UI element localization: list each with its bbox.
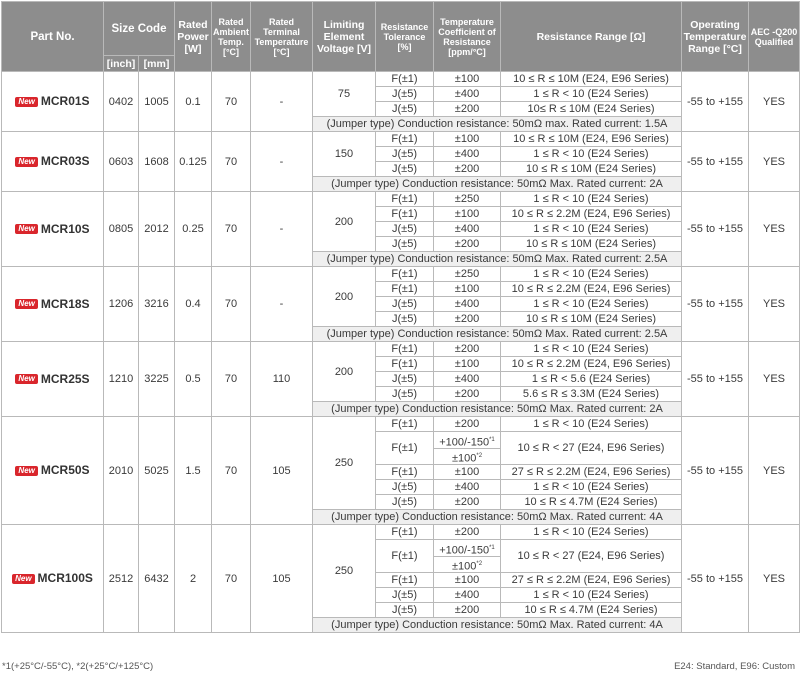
resistance-range: 1 ≤ R < 10 (E24 Series) [501,342,682,357]
header-tcr: Temperature Coefficient of Resistance [ppm/°C] [434,2,501,72]
table-row [2,132,800,147]
limiting-voltage: 75 [313,72,376,117]
tolerance: J(±5) [376,162,434,177]
part-number: MCR03S [40,154,90,169]
tcr-value: ±200 [434,417,501,432]
tcr-text: ±100 [451,560,477,573]
header-size-code: Size Code [104,2,175,56]
tcr-value: ±400 [434,87,501,102]
rated-terminal-temp: - [251,132,313,192]
resistance-range: 1 ≤ R < 10 (E24 Series) [501,87,682,102]
rated-ambient-temp: 70 [212,192,251,267]
rated-terminal-temp: 105 [251,525,313,633]
tolerance: J(±5) [376,87,434,102]
part-number-cell [2,342,104,417]
resistance-range: 10 ≤ R ≤ 4.7M (E24 Series) [501,603,682,618]
part-number: MCR100S [37,571,93,586]
tolerance: J(±5) [376,102,434,117]
rated-power: 1.5 [175,417,212,525]
resistance-range: 10 ≤ R ≤ 10M (E24 Series) [501,237,682,252]
tcr-value: ±200 [434,495,501,510]
tolerance: F(±1) [376,132,434,147]
tcr-value [434,540,500,556]
rated-power: 0.1 [175,72,212,132]
resistance-range: 1 ≤ R < 10 (E24 Series) [501,267,682,282]
tolerance: F(±1) [376,267,434,282]
jumper-spec: (Jumper type) Conduction resistance: 50mΩ max. Rated current: 1.5A [313,117,682,132]
operating-temp: -55 to +155 [682,132,749,192]
resistance-range: 1 ≤ R < 10 (E24 Series) [501,525,682,540]
footnote-tcr-conditions: *1(+25°C/-55°C), *2(+25°C/+125°C) [2,661,154,672]
aec-q200: YES [749,192,800,267]
tcr-value: ±100 [434,465,501,480]
size-inch: 1206 [104,267,139,342]
size-inch: 0603 [104,132,139,192]
new-badge: New [12,574,34,584]
jumper-spec: (Jumper type) Conduction resistance: 50mΩ Max. Rated current: 2.5A [313,252,682,267]
header-size-mm: [mm] [139,56,175,72]
part-number-cell [2,525,104,633]
tolerance: J(±5) [376,603,434,618]
tcr-value: ±400 [434,147,501,162]
resistance-range: 27 ≤ R ≤ 2.2M (E24, E96 Series) [501,465,682,480]
new-badge: New [15,224,37,234]
new-badge: New [15,466,37,476]
table-row [2,525,800,540]
limiting-voltage: 200 [313,267,376,327]
resistance-range: 1 ≤ R < 10 (E24 Series) [501,480,682,495]
header-size-inch: [inch] [104,56,139,72]
rated-ambient-temp: 70 [212,132,251,192]
header-part-no: Part No. [2,2,104,72]
resistance-range: 1 ≤ R < 10 (E24 Series) [501,192,682,207]
tcr-value [434,556,500,572]
resistance-range: 10 ≤ R ≤ 2.2M (E24, E96 Series) [501,357,682,372]
rated-ambient-temp: 70 [212,525,251,633]
header-operating-temp: Operating Temperature Range [°C] [682,2,749,72]
tcr-value [434,448,500,464]
header-limiting-voltage: Limiting Element Voltage [V] [313,2,376,72]
new-badge: New [15,157,37,167]
tcr-text: ±100 [451,452,477,465]
limiting-voltage: 200 [313,342,376,402]
resistance-range: 10 ≤ R ≤ 10M (E24 Series) [501,312,682,327]
footnote-mark: *2 [476,561,483,567]
aec-q200: YES [749,267,800,342]
footnote-mark: *1 [489,545,495,551]
rated-ambient-temp: 70 [212,72,251,132]
rated-terminal-temp: - [251,267,313,342]
rated-power: 0.125 [175,132,212,192]
tcr-split [434,540,501,573]
jumper-spec: (Jumper type) Conduction resistance: 50mΩ Max. Rated current: 4A [313,510,682,525]
resistance-range: 1 ≤ R < 10 (E24 Series) [501,297,682,312]
tolerance: J(±5) [376,495,434,510]
tcr-value: ±400 [434,588,501,603]
limiting-voltage: 200 [313,192,376,252]
spec-table-body [2,72,800,633]
tcr-text: +100/-150 [439,544,490,557]
limiting-voltage: 250 [313,525,376,618]
resistance-range: 1 ≤ R < 10 (E24 Series) [501,147,682,162]
tolerance: F(±1) [376,465,434,480]
rated-power: 0.4 [175,267,212,342]
rated-ambient-temp: 70 [212,417,251,525]
rated-ambient-temp: 70 [212,267,251,342]
tcr-value: ±400 [434,222,501,237]
limiting-voltage: 250 [313,417,376,510]
tcr-value: ±200 [434,387,501,402]
tolerance: F(±1) [376,540,434,573]
tcr-value: ±200 [434,237,501,252]
footnote-mark: *1 [489,437,495,443]
operating-temp: -55 to +155 [682,417,749,525]
part-number: MCR50S [40,463,90,478]
jumper-spec: (Jumper type) Conduction resistance: 50mΩ Max. Rated current: 2A [313,402,682,417]
size-inch: 2010 [104,417,139,525]
part-number-cell [2,267,104,342]
tcr-value [434,432,500,448]
rated-power: 0.25 [175,192,212,267]
tolerance: J(±5) [376,387,434,402]
operating-temp: -55 to +155 [682,192,749,267]
part-number-cell [2,417,104,525]
tolerance: F(±1) [376,357,434,372]
rated-ambient-temp: 70 [212,342,251,417]
operating-temp: -55 to +155 [682,72,749,132]
rated-terminal-temp: - [251,72,313,132]
header-resistance-range: Resistance Range [Ω] [501,2,682,72]
table-row [2,192,800,207]
tolerance: F(±1) [376,207,434,222]
tcr-value: ±250 [434,267,501,282]
part-number: MCR18S [40,297,90,312]
table-row [2,417,800,432]
table-row [2,342,800,357]
tolerance: F(±1) [376,72,434,87]
size-mm: 3216 [139,267,175,342]
jumper-spec: (Jumper type) Conduction resistance: 50mΩ Max. Rated current: 2.5A [313,327,682,342]
tolerance: F(±1) [376,342,434,357]
tcr-value: ±200 [434,603,501,618]
part-number-cell [2,192,104,267]
new-badge: New [15,374,37,384]
tolerance: J(±5) [376,222,434,237]
tolerance: F(±1) [376,417,434,432]
size-mm: 3225 [139,342,175,417]
tolerance: J(±5) [376,372,434,387]
part-number-cell [2,132,104,192]
tcr-value: ±100 [434,357,501,372]
tcr-value: ±200 [434,162,501,177]
size-inch: 2512 [104,525,139,633]
tcr-value: ±200 [434,525,501,540]
tolerance: F(±1) [376,432,434,465]
new-badge: New [15,97,37,107]
size-mm: 1005 [139,72,175,132]
tcr-value: ±200 [434,312,501,327]
footnote-mark: *2 [476,453,483,459]
tcr-value: ±400 [434,372,501,387]
resistance-range: 1 ≤ R < 10 (E24 Series) [501,417,682,432]
part-number: MCR01S [40,94,90,109]
resistance-range: 10 ≤ R ≤ 10M (E24, E96 Series) [501,72,682,87]
tcr-value: ±100 [434,207,501,222]
size-inch: 1210 [104,342,139,417]
tcr-value: ±100 [434,573,501,588]
tcr-value: ±400 [434,297,501,312]
part-number: MCR10S [40,222,90,237]
tolerance: F(±1) [376,525,434,540]
jumper-spec: (Jumper type) Conduction resistance: 50mΩ Max. Rated current: 4A [313,618,682,633]
size-mm: 6432 [139,525,175,633]
resistance-range: 10 ≤ R ≤ 10M (E24, E96 Series) [501,132,682,147]
table-row [2,267,800,282]
table-row [2,72,800,87]
size-inch: 0805 [104,192,139,267]
tcr-value: ±100 [434,282,501,297]
tcr-split [434,432,501,465]
resistance-range: 1 ≤ R < 5.6 (E24 Series) [501,372,682,387]
tolerance: F(±1) [376,282,434,297]
resistance-range: 10 ≤ R ≤ 2.2M (E24, E96 Series) [501,207,682,222]
size-mm: 5025 [139,417,175,525]
tolerance: J(±5) [376,312,434,327]
resistance-range: 10≤ R ≤ 10M (E24 Series) [501,102,682,117]
resistance-range: 10 ≤ R ≤ 2.2M (E24, E96 Series) [501,282,682,297]
tolerance: J(±5) [376,480,434,495]
aec-q200: YES [749,342,800,417]
resistor-spec-table [1,1,800,633]
tcr-value: ±400 [434,480,501,495]
part-number: MCR25S [40,372,90,387]
footnote-series-legend: E24: Standard, E96: Custom [674,661,795,672]
tolerance: F(±1) [376,192,434,207]
tolerance: J(±5) [376,147,434,162]
header-tolerance: Resistance Tolerance [%] [376,2,434,72]
rated-terminal-temp: - [251,192,313,267]
tcr-value: ±100 [434,72,501,87]
part-number-cell [2,72,104,132]
header-rated-power: Rated Power [W] [175,2,212,72]
resistance-range: 10 ≤ R ≤ 10M (E24 Series) [501,162,682,177]
resistance-range: 5.6 ≤ R ≤ 3.3M (E24 Series) [501,387,682,402]
size-mm: 2012 [139,192,175,267]
rated-terminal-temp: 105 [251,417,313,525]
tolerance: J(±5) [376,237,434,252]
header-rated-ambient-temp: Rated Ambient Temp. [°C] [212,2,251,72]
header-rated-terminal-temp: Rated Terminal Temperature [°C] [251,2,313,72]
operating-temp: -55 to +155 [682,342,749,417]
rated-power: 2 [175,525,212,633]
new-badge: New [15,299,37,309]
tolerance: F(±1) [376,573,434,588]
operating-temp: -55 to +155 [682,267,749,342]
size-mm: 1608 [139,132,175,192]
resistance-range: 1 ≤ R < 10 (E24 Series) [501,222,682,237]
resistance-range: 10 ≤ R ≤ 4.7M (E24 Series) [501,495,682,510]
aec-q200: YES [749,417,800,525]
tcr-value: ±100 [434,132,501,147]
tolerance: J(±5) [376,297,434,312]
resistance-range: 27 ≤ R ≤ 2.2M (E24, E96 Series) [501,573,682,588]
tcr-value: ±250 [434,192,501,207]
aec-q200: YES [749,72,800,132]
aec-q200: YES [749,132,800,192]
tcr-value: ±200 [434,342,501,357]
resistance-range: 1 ≤ R < 10 (E24 Series) [501,588,682,603]
aec-q200: YES [749,525,800,633]
jumper-spec: (Jumper type) Conduction resistance: 50mΩ Max. Rated current: 2A [313,177,682,192]
tcr-value: ±200 [434,102,501,117]
size-inch: 0402 [104,72,139,132]
rated-power: 0.5 [175,342,212,417]
operating-temp: -55 to +155 [682,525,749,633]
limiting-voltage: 150 [313,132,376,177]
header-aec-q200: AEC -Q200 Qualified [749,2,800,72]
rated-terminal-temp: 110 [251,342,313,417]
tolerance: J(±5) [376,588,434,603]
tcr-text: +100/-150 [439,436,490,449]
resistance-range: 10 ≤ R < 27 (E24, E96 Series) [501,540,682,573]
resistance-range: 10 ≤ R < 27 (E24, E96 Series) [501,432,682,465]
